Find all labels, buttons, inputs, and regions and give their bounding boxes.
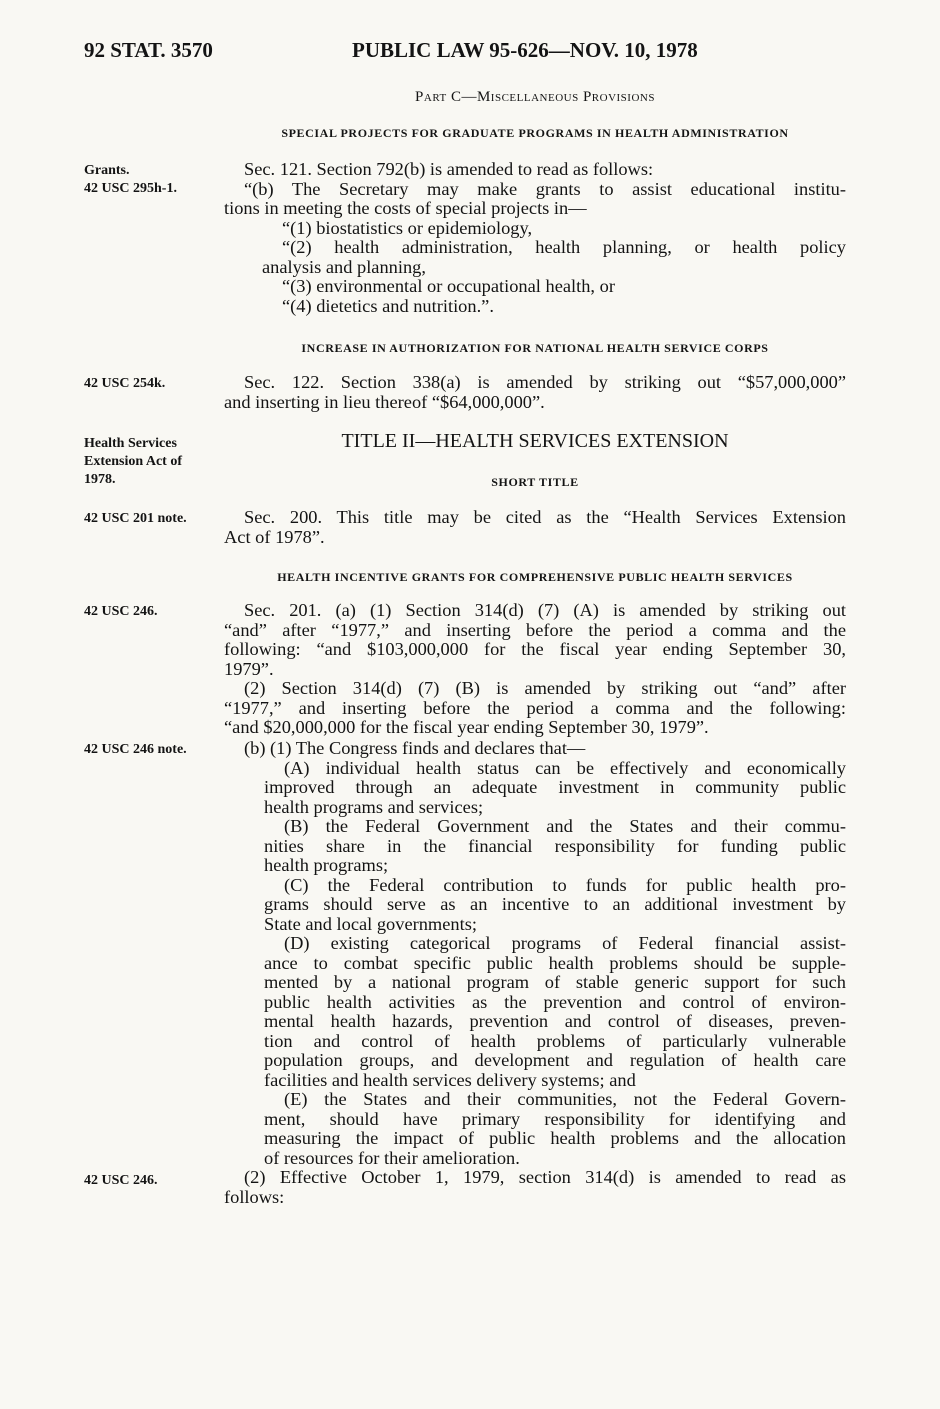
sec121-line: “(3) environmental or occupational health, or — [282, 276, 615, 296]
heading-special-projects: SPECIAL PROJECTS FOR GRADUATE PROGRAMS IN HEALTH ADMINISTRATION — [281, 126, 789, 140]
margin-note-hse-act-3: 1978. — [84, 472, 116, 487]
margin-note-usc-295h: 42 USC 295h-1. — [84, 181, 177, 196]
sec201b-line: health programs and services; — [264, 796, 484, 817]
sec121-line: “(2) health administration, health planning, or health policy — [282, 237, 846, 257]
margin-note-hse-act-2: Extension Act of — [84, 454, 182, 469]
sec200-line: Act of 1978”. — [224, 526, 325, 547]
sec200-line: Sec. 200. This title may be cited as the “Health Services Extension — [244, 507, 846, 527]
sec201b-line: (2) Effective October 1, 1979, section 314(d) is amended to read as — [244, 1167, 846, 1187]
sec201a-line: “and $20,000,000 for the fiscal year ending September 30, 1979”. — [224, 717, 709, 737]
sec201b-line: of resources for their amelioration. — [264, 1147, 520, 1168]
sec201a-line: Sec. 201. (a) (1) Section 314(d) (7) (A) is amended by striking out — [244, 600, 846, 620]
heading-short-title: SHORT TITLE — [491, 475, 579, 489]
sec121-line: analysis and planning, — [262, 256, 426, 277]
sec201b-line: mental health hazards, prevention and control of diseases, preven- — [264, 1011, 846, 1031]
heading-health-incentive-grants: HEALTH INCENTIVE GRANTS FOR COMPREHENSIVE PUBLIC HEALTH SERVICES — [277, 570, 793, 584]
sec201a-line: (2) Section 314(d) (7) (B) is amended by striking out “and” after — [244, 678, 846, 698]
heading-increase-authorization: INCREASE IN AUTHORIZATION FOR NATIONAL HEALTH SERVICE CORPS — [301, 341, 769, 355]
section-122 — [224, 373, 846, 412]
sec201b-line: (B) the Federal Government and the States and their commu- — [284, 816, 846, 836]
sec201b-line: public health activities as the prevention and control of environ- — [264, 991, 846, 1012]
sec201b-line: improved through an adequate investment in community public — [264, 777, 846, 797]
public-law-header: PUBLIC LAW 95-626—NOV. 10, 1978 — [352, 38, 698, 62]
sec201b-line: measuring the impact of public health problems and the allocation — [264, 1128, 846, 1148]
sec201b-line: facilities and health services delivery systems; and — [264, 1069, 636, 1090]
sec201b-line: ance to combat specific public health problems should be supple- — [264, 952, 846, 973]
sec201b-line: (A) individual health status can be effectively and economically — [284, 757, 846, 778]
sec121-line: “(1) biostatistics or epidemiology, — [282, 217, 533, 238]
sec201b-line: tion and control of health problems of particularly vulnerable — [264, 1030, 846, 1051]
section-201-a — [224, 601, 846, 738]
sec201b-line: State and local governments; — [264, 913, 477, 934]
sec201b-line: (b) (1) The Congress finds and declares that— — [244, 738, 586, 758]
sec201a-line: 1979”. — [224, 658, 274, 679]
sec201b-line: population groups, and development and regulation of health care — [264, 1050, 846, 1070]
margin-note-usc-246-note: 42 USC 246 note. — [84, 742, 187, 757]
sec201b-line: nities share in the financial responsibility for funding public — [264, 835, 846, 856]
sec122-line: Sec. 122. Section 338(a) is amended by striking out “$57,000,000” — [244, 372, 846, 392]
sec121-line: Sec. 121. Section 792(b) is amended to read as follows: — [244, 159, 654, 179]
sec201b-line: (C) the Federal contribution to funds for public health pro- — [284, 874, 846, 895]
sec201b-line: (D) existing categorical programs of Federal financial assist- — [284, 933, 846, 953]
title-ii-heading: TITLE II—HEALTH SERVICES EXTENSION — [341, 430, 729, 452]
sec201b-line: (E) the States and their communities, not the Federal Govern- — [284, 1089, 846, 1109]
part-heading: Part C—Miscellaneous Provisions — [415, 89, 655, 105]
page-stat-number: 92 STAT. 3570 — [84, 38, 213, 62]
sec201a-line: “1977,” and inserting before the period a comma and the following: — [224, 697, 846, 718]
margin-note-usc-254k: 42 USC 254k. — [84, 376, 166, 391]
sec201b-line: grams should serve as an incentive to an additional investment by — [264, 894, 846, 914]
sec201b-line: ment, should have primary responsibility for identifying and — [264, 1108, 846, 1129]
sec121-line: “(b) The Secretary may make grants to assist educational institu- — [244, 178, 846, 199]
margin-note-grants: Grants. — [84, 163, 130, 178]
sec201a-line: following: “and $103,000,000 for the fiscal year ending September 30, — [224, 639, 846, 659]
sec201b-line: follows: — [224, 1186, 285, 1207]
margin-note-usc-246: 42 USC 246. — [84, 604, 158, 619]
section-121 — [224, 160, 846, 316]
margin-note-usc-201-note: 42 USC 201 note. — [84, 511, 187, 526]
sec122-line: and inserting in lieu thereof “$64,000,000”. — [224, 391, 545, 412]
margin-note-hse-act-1: Health Services — [84, 436, 177, 451]
section-201-b — [224, 739, 846, 1207]
sec201b-line: mented by a national program of stable generic support for such — [264, 972, 846, 992]
sec121-line: “(4) dietetics and nutrition.”. — [282, 295, 494, 316]
margin-note-usc-246-b: 42 USC 246. — [84, 1173, 158, 1188]
sec121-line: tions in meeting the costs of special projects in— — [224, 198, 587, 218]
section-200 — [224, 508, 846, 547]
sec201b-line: health programs; — [264, 855, 389, 875]
sec201a-line: “and” after “1977,” and inserting before the period a comma and the — [224, 619, 846, 640]
